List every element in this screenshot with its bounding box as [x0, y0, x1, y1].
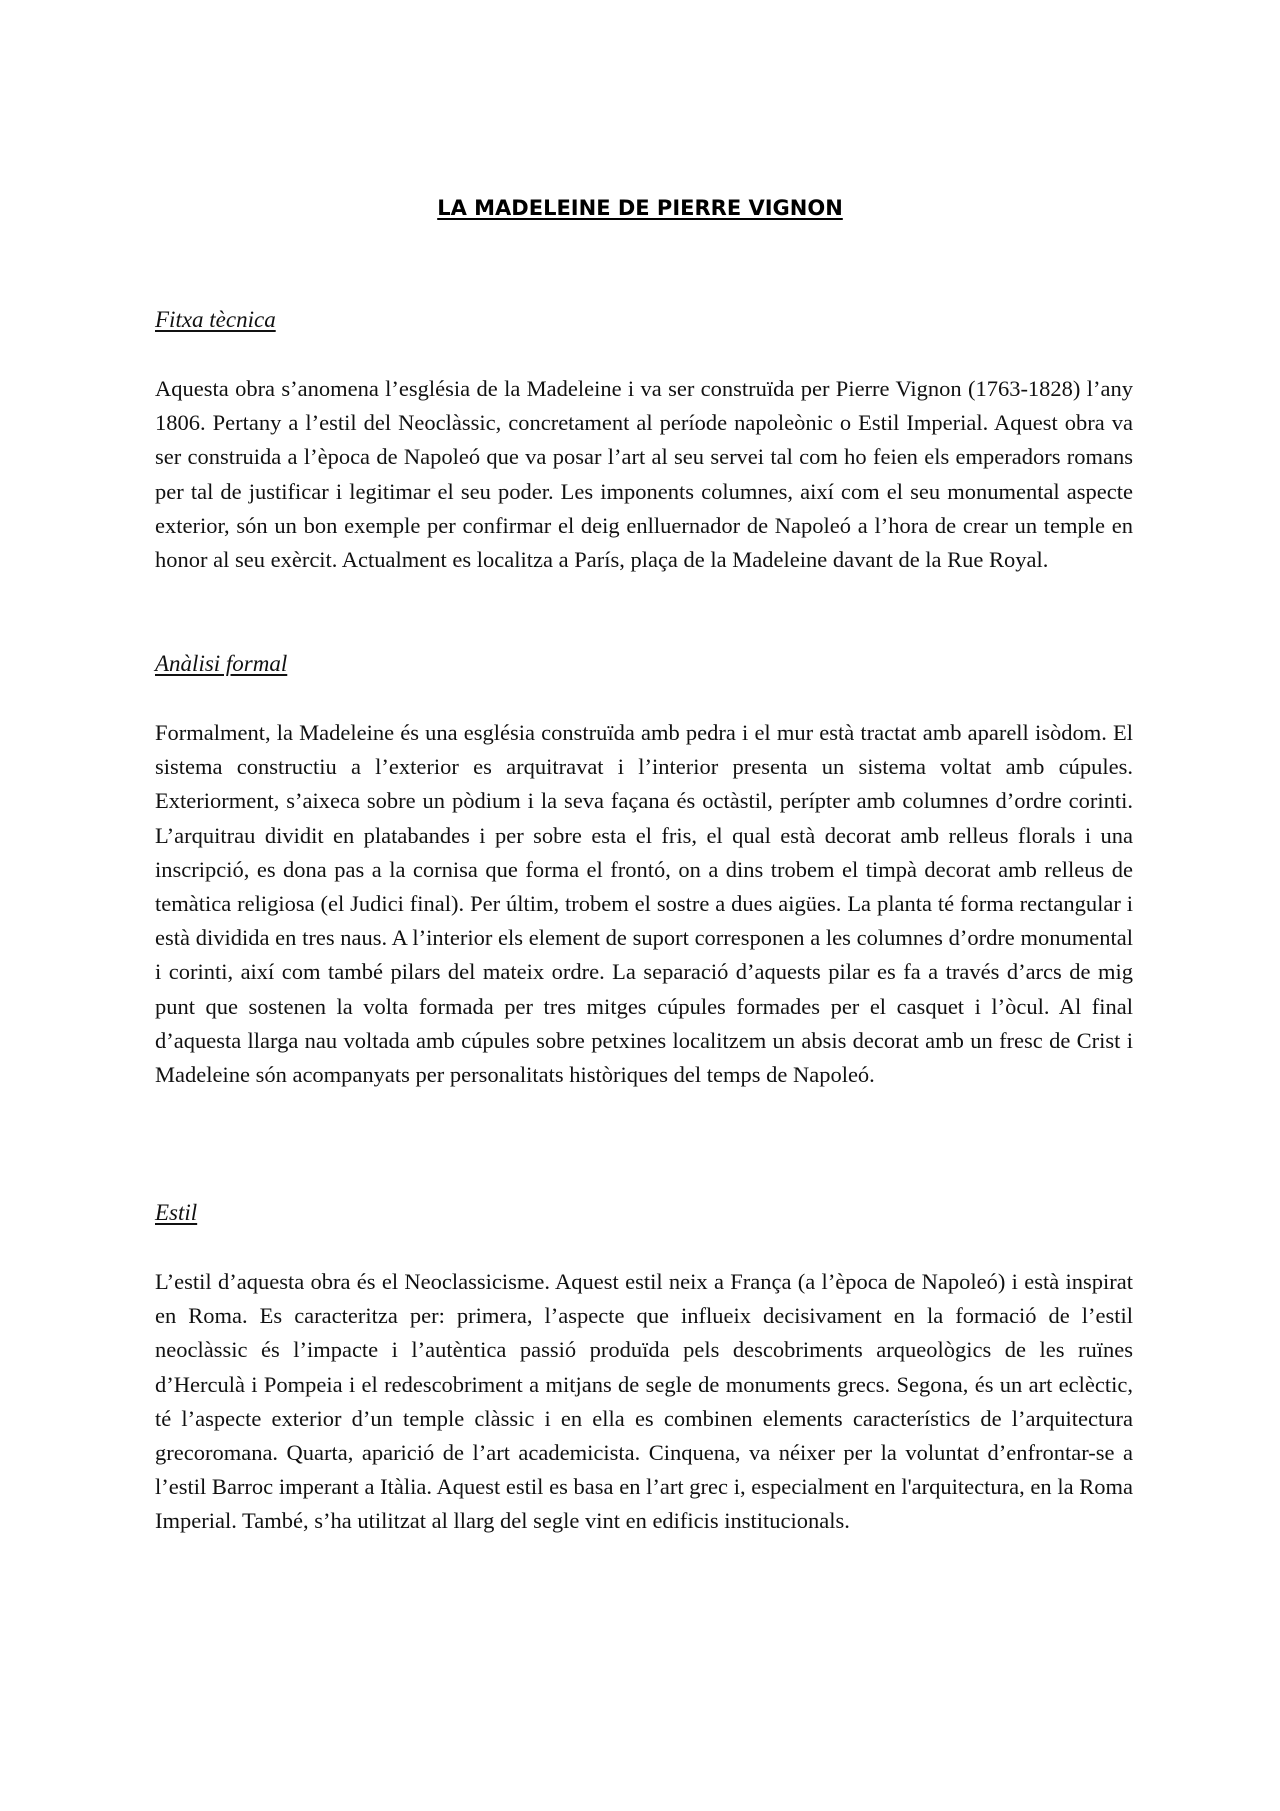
section-body-estil: L’estil d’aquesta obra és el Neoclassicisme. Aquest estil neix a França (a l’època de Napoleó) i està inspirat en Roma. Es caracteritza per: primera, l’aspecte que influeix decisivament en la formació de l’estil neoclàssic és l’impacte i l’autèntica passió produïda pels descobriments arqueològics de les ruïnes d’Herculà i Pompeia i el redescobriment a mitjans de segle de monuments grecs. Segona, és un art eclèctic, té l’aspecte exterior d’un temple clàssic i en ella es combinen elements característics de l’arquitectura grecoromana. Quarta, aparició de l’art academicista. Cinquena, va néixer per la voluntat d’enfrontar-se a l’estil Barroc imperant a Itàlia. Aquest estil es basa en l’art grec i, especialment en l'arquitectura, en la Roma Imperial. També, s’ha utilitzat al llarg del segle vint en edificis institucionals.	[155, 1269, 1133, 1534]
section-heading-analisi-formal: Anàlisi formal	[155, 651, 288, 676]
section-body-analisi-formal: Formalment, la Madeleine és una església construïda amb pedra i el mur està tractat amb aparell isòdom. El sistema constructiu a l’exterior es arquitravat i l’interior presenta un sistema voltat amb cúpules. Exteriorment, s’aixeca sobre un pòdium i la seva façana és octàstil, perípter amb columnes d’ordre corinti. L’arquitrau dividit en platabandes i per sobre esta el fris, el qual està decorat amb relleus florals i una inscripció, es dona pas a la cornisa que forma el frontó, on a dins trobem el timpà decorat amb relleus de temàtica religiosa (el Judici final). Per últim, trobem el sostre a dues aigües. La planta té forma rectangular i està dividida en tres naus. A l’interior els element de suport corresponen a les columnes d’ordre monumental i corinti, així com també pilars del mateix ordre. La separació d’aquests pilar es fa a través d’arcs de mig punt que sostenen la volta formada per tres mitges cúpules formades per el casquet i l’òcul. Al final d’aquesta llarga nau voltada amb cúpules sobre petxines localitzem un absis decorat amb un fresc de Crist i Madeleine són acompanyats per personalitats històriques del temps de Napoleó.	[155, 720, 1133, 1088]
document-title	[0, 196, 1280, 220]
section-heading-estil: Estil	[155, 1200, 198, 1225]
section-body-fitxa-tecnica: Aquesta obra s’anomena l’església de la Madeleine i va ser construïda per Pierre Vignon (1763-1828) l’any 1806. Pertany a l’estil del Neoclàssic, concretament al període napoleònic o Estil Imperial. Aquest obra va ser construida a l’època de Napoleó que va posar l’art al seu servei tal com ho feien els emperadors romans per tal de justificar i legitimar el seu poder. Les imponents columnes, així com el seu monumental aspecte exterior, són un bon exemple per confirmar el deig enlluernador de Napoleó a l’hora de crear un temple en honor al seu exèrcit. Actualment es localitza a París, plaça de la Madeleine davant de la Rue Royal.	[155, 376, 1133, 573]
section-heading-fitxa-tecnica: Fitxa tècnica	[155, 307, 276, 332]
document-title-text: LA MADELEINE DE PIERRE VIGNON	[437, 196, 843, 220]
